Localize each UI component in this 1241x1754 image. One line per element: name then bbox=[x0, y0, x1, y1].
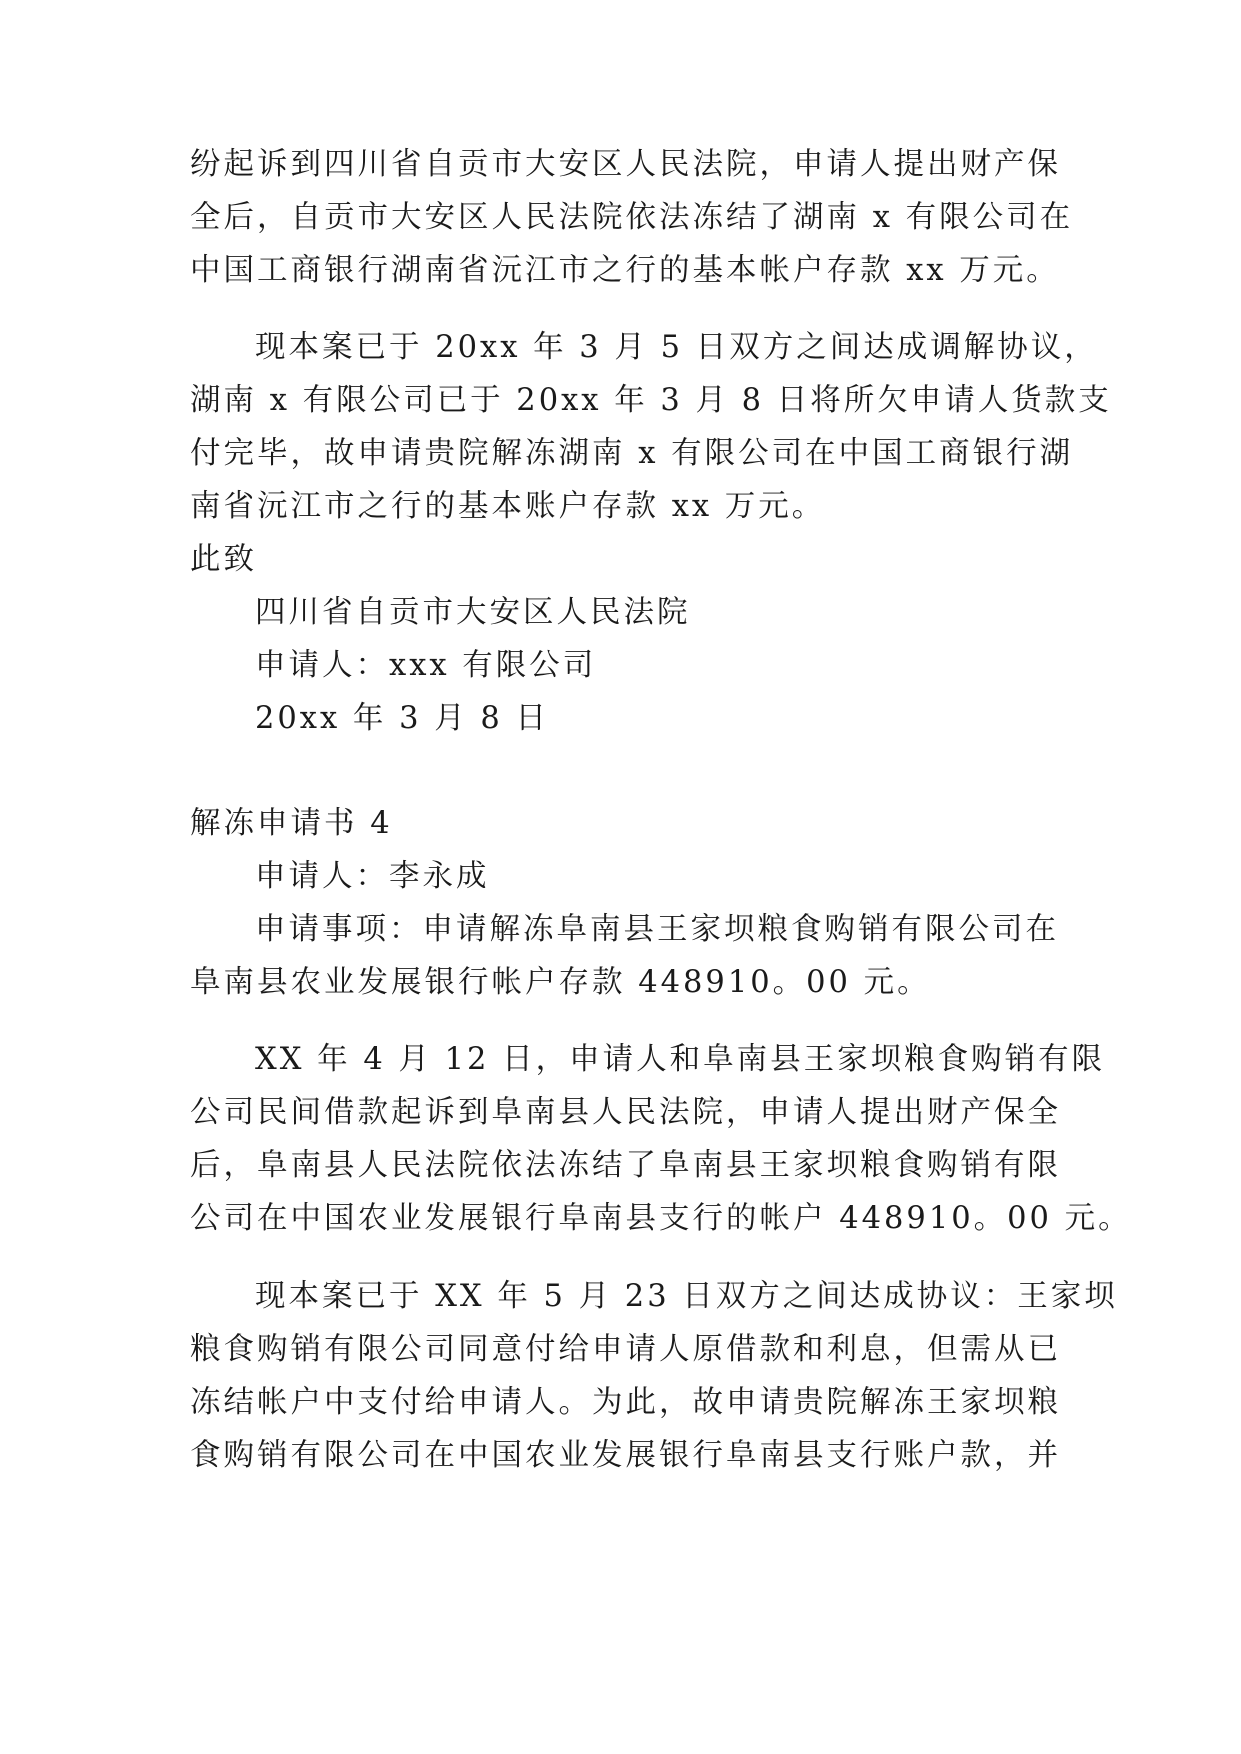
paragraph-line: XX 年 4 月 12 日，申请人和阜南县王家坝粮食购销有限 bbox=[255, 1042, 1106, 1077]
paragraph-line: 粮食购销有限公司同意付给申请人原借款和利息，但需从已 bbox=[190, 1332, 1061, 1367]
paragraph-line: 冻结帐户中支付给申请人。为此，故申请贵院解冻王家坝粮 bbox=[190, 1385, 1061, 1420]
paragraph-line: 公司在中国农业发展银行阜南县支行的帐户 448910。00 元。 bbox=[190, 1201, 1132, 1236]
paragraph-line: 公司民间借款起诉到阜南县人民法院，申请人提出财产保全 bbox=[190, 1095, 1061, 1130]
paragraph-line: 纷起诉到四川省自贡市大安区人民法院，申请人提出财产保 bbox=[190, 147, 1061, 182]
paragraph-line: 全后，自贡市大安区人民法院依法冻结了湖南 x 有限公司在 bbox=[190, 200, 1074, 235]
paragraph-line: 阜南县农业发展银行帐户存款 448910。00 元。 bbox=[190, 965, 931, 1000]
paragraph-line: 食购销有限公司在中国农业发展银行阜南县支行账户款，并 bbox=[190, 1438, 1061, 1473]
paragraph-line: 南省沅江市之行的基本账户存款 xx 万元。 bbox=[190, 489, 826, 524]
paragraph-line: 现本案已于 XX 年 5 月 23 日双方之间达成协议：王家坝 bbox=[255, 1279, 1118, 1314]
paragraph-line: 现本案已于 20xx 年 3 月 5 日双方之间达成调解协议， bbox=[255, 330, 1098, 365]
paragraph-line: 付完毕，故申请贵院解冻湖南 x 有限公司在中国工商银行湖 bbox=[190, 436, 1074, 471]
applicant-name: 申请人：李永成 bbox=[255, 859, 490, 894]
recipient-court: 四川省自贡市大安区人民法院 bbox=[255, 595, 691, 630]
signature-date: 20xx 年 3 月 8 日 bbox=[255, 701, 549, 736]
section-title: 解冻申请书 4 bbox=[190, 806, 393, 841]
applicant-signature: 申请人：xxx 有限公司 bbox=[255, 648, 597, 683]
paragraph-line: 申请事项：申请解冻阜南县王家坝粮食购销有限公司在 bbox=[255, 912, 1059, 947]
paragraph-line: 中国工商银行湖南省沅江市之行的基本帐户存款 xx 万元。 bbox=[190, 253, 1060, 288]
paragraph-line: 湖南 x 有限公司已于 20xx 年 3 月 8 日将所欠申请人货款支 bbox=[190, 383, 1112, 418]
salutation: 此致 bbox=[190, 542, 257, 577]
paragraph-line: 后，阜南县人民法院依法冻结了阜南县王家坝粮食购销有限 bbox=[190, 1148, 1061, 1183]
